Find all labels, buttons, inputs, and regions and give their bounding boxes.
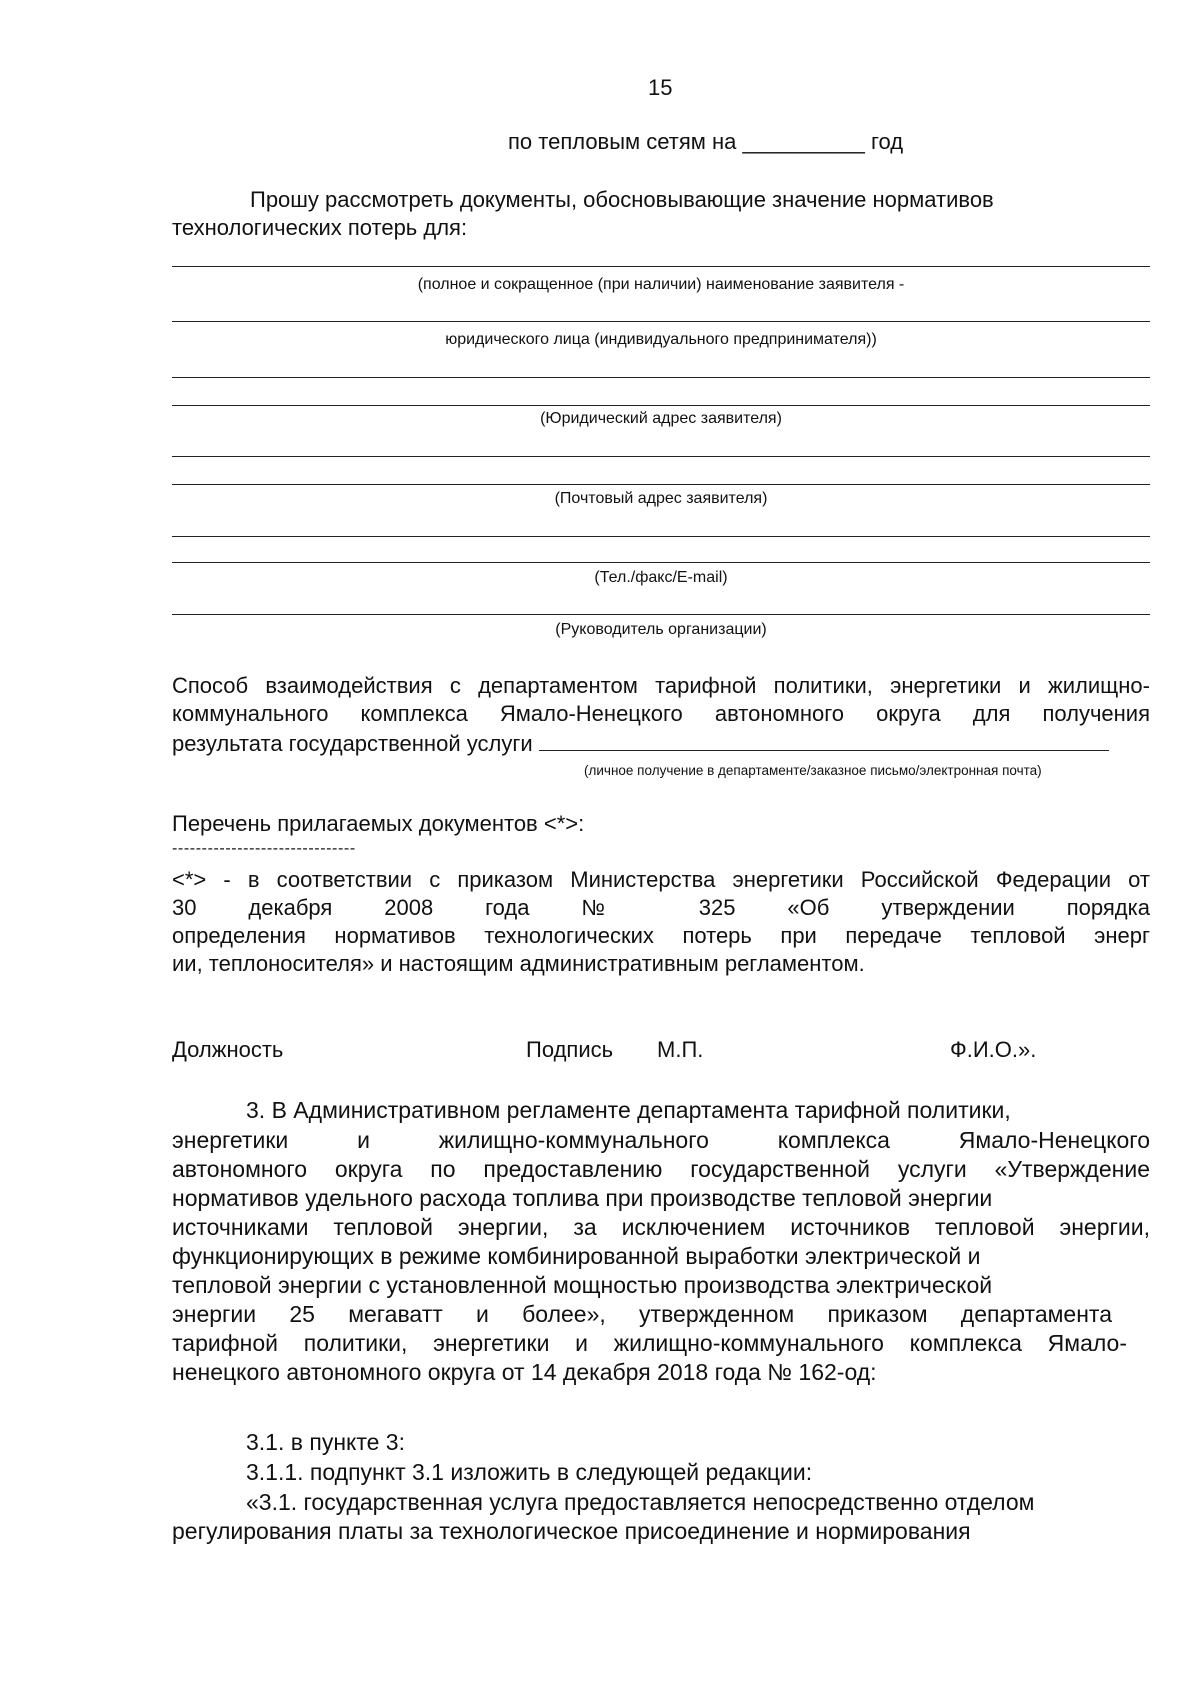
caption-name-1: (полное и сокращенное (при наличии) наименование заявителя - bbox=[417, 276, 905, 293]
underline-postal-address-1 bbox=[172, 456, 1150, 457]
caption-head: (Руководитель организации) bbox=[555, 621, 767, 638]
request-line-1: Прошу рассмотреть документы, обосновывающие значение нормативов bbox=[250, 187, 994, 212]
signature-sign: Подпись bbox=[526, 1037, 614, 1062]
section-3-line-10: ненецкого автономного округа от 14 декабря 2018 года № 162-од: bbox=[172, 1359, 877, 1385]
request-line-2: технологических потерь для: bbox=[172, 215, 468, 240]
section-3-line-6: функционирующих в режиме комбинированной выработки электрической и bbox=[172, 1243, 981, 1269]
interaction-fill-line bbox=[539, 732, 1109, 751]
page-number: 15 bbox=[648, 75, 673, 100]
section-3-1-item-1: 3.1. в пункте 3: bbox=[246, 1429, 405, 1455]
interaction-line-1: Способ взаимодействия с департаментом тарифной политики, энергетики и жилищно- bbox=[172, 673, 1150, 698]
footnote-line-3: определения нормативов технологических потерь при передаче тепловой энерг bbox=[172, 923, 1150, 948]
footnote-line-2: 30 декабря 2008 года № 325 «Об утверждении порядка bbox=[172, 895, 1150, 920]
caption-interaction: (личное получение в департаменте/заказное письмо/электронная почта) bbox=[584, 763, 1042, 778]
signature-position: Должность bbox=[172, 1037, 284, 1062]
underline-contacts-1 bbox=[172, 536, 1150, 537]
section-3-1-item-3: «3.1. государственная услуга предоставляется непосредственно отделом bbox=[246, 1489, 1035, 1515]
caption-contacts: (Тел./факс/E-mail) bbox=[594, 569, 728, 586]
footnote-line-1: <*> - в соответствии с приказом Министерства энергетики Российской Федерации от bbox=[172, 867, 1150, 892]
section-3-line-4: нормативов удельного расхода топлива при производстве тепловой энергии bbox=[172, 1185, 993, 1211]
signature-stamp: М.П. bbox=[657, 1037, 704, 1062]
underline-legal-address-1 bbox=[172, 377, 1150, 378]
interaction-line-2: коммунального комплекса Ямало-Ненецкого автономного округа для получения bbox=[172, 701, 1150, 726]
section-3-1-item-4: регулирования платы за технологическое присоединение и нормирования bbox=[172, 1518, 971, 1544]
caption-postal-address: (Почтовый адрес заявителя) bbox=[554, 490, 768, 507]
section-3-line-9: тарифной политики, энергетики и жилищно-коммунального комплекса Ямало- bbox=[172, 1330, 1127, 1356]
section-3-1-item-2: 3.1.1. подпункт 3.1 изложить в следующей редакции: bbox=[246, 1459, 813, 1485]
heading-line: по тепловым сетям на __________ год bbox=[508, 129, 904, 154]
section-3-line-2: энергетики и жилищно-коммунального комплекса Ямало-Ненецкого bbox=[172, 1127, 1150, 1153]
underline-contacts-2 bbox=[172, 562, 1150, 563]
caption-name-2: юридического лица (индивидуального предпринимателя)) bbox=[445, 331, 877, 348]
section-3-first-line: 3. В Административном регламенте департамента тарифной политики, bbox=[246, 1097, 1011, 1123]
interaction-line-3 bbox=[172, 730, 1109, 758]
section-3-line-5: источниками тепловой энергии, за исключением источников тепловой энергии, bbox=[172, 1214, 1150, 1240]
underline-name-1 bbox=[172, 266, 1150, 267]
underline-postal-address-2 bbox=[172, 484, 1150, 485]
interaction-line-3-text: результата государственной услуги bbox=[172, 731, 533, 756]
section-3-line-8: энергии 25 мегаватт и более», утвержденном приказом департамента bbox=[172, 1301, 1112, 1327]
section-3-line-7: тепловой энергии с установленной мощностью производства электрической bbox=[172, 1272, 993, 1298]
underline-legal-address-2 bbox=[172, 405, 1150, 406]
underline-name-2 bbox=[172, 321, 1150, 322]
signature-name: Ф.И.О.». bbox=[950, 1037, 1037, 1062]
caption-legal-address: (Юридический адрес заявителя) bbox=[540, 410, 782, 427]
section-3-line-3: автономного округа по предоставлению государственной услуги «Утверждение bbox=[172, 1156, 1150, 1182]
footnote-line-4: ии, теплоносителя» и настоящим административным регламентом. bbox=[172, 951, 865, 976]
documents-list-heading: Перечень прилагаемых документов <*>: bbox=[172, 811, 585, 836]
underline-head bbox=[172, 614, 1150, 615]
footnote-separator: ------------------------------- bbox=[172, 840, 356, 857]
